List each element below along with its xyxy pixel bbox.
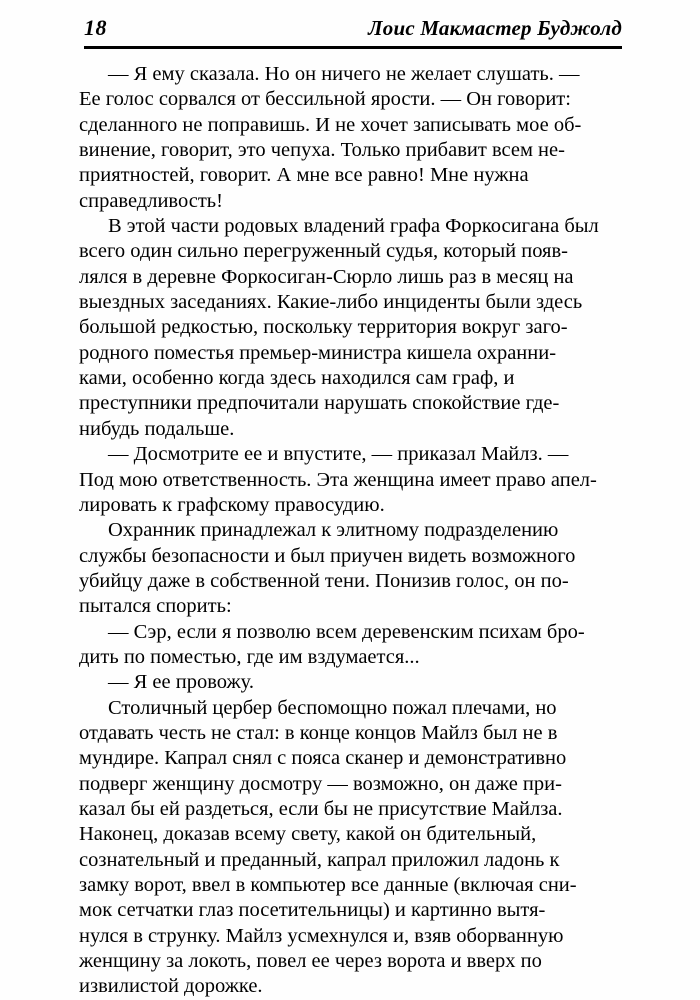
text-line: — Я ему сказала. Но он ничего не желает слушать. — <box>108 63 580 85</box>
text-line: сделанного не поправишь. И не хочет записывать мое об- <box>79 113 582 136</box>
text-line: нибудь подальше. <box>79 417 235 440</box>
body-text-block <box>79 62 626 1000</box>
text-line: родного поместья премьер-министра кишела охранни- <box>79 341 557 364</box>
text-line: извилистой дорожке. <box>79 975 263 998</box>
text-line: мок сетчатки глаз посетительницы) и картинно вытя- <box>79 899 546 922</box>
text-line: убийцу даже в собственной тени. Понизив голос, он по- <box>79 569 569 592</box>
text-line: Столичный цербер беспомощно пожал плечами, но <box>108 696 557 719</box>
text-line: Ее голос сорвался от бессильной ярости. — Он говорит: <box>79 88 571 111</box>
text-line: — Я ее провожу. <box>108 671 254 694</box>
text-line: пытался спорить: <box>79 595 232 618</box>
text-line: приятностей, говорит. А мне все равно! Мне нужна <box>79 164 529 187</box>
text-line: выездных заседаниях. Какие-либо инциденты были здесь <box>79 291 583 314</box>
page-number: 18 <box>84 15 107 40</box>
text-line: — Досмотрите ее и впустите, — приказал Майлз. — <box>108 443 569 466</box>
text-line: мундире. Капрал снял с пояса сканер и демонстративно <box>79 747 567 770</box>
text-line: всего один сильно перегруженный судья, который появ- <box>79 240 568 263</box>
text-line: справедливость! <box>79 189 223 212</box>
text-line: лировать к графскому правосудию. <box>79 493 385 516</box>
text-line: винение, говорит, это чепуха. Только прибавит всем не- <box>79 139 565 162</box>
text-line: дить по поместью, где им вздумается... <box>79 645 420 668</box>
text-line: лялся в деревне Форкосиган-Сюрло лишь раз в месяц на <box>79 265 574 288</box>
text-line: Охранник принадлежал к элитному подразделению <box>108 519 559 542</box>
text-line: женщину за локоть, повел ее через ворота и вверх по <box>79 950 542 973</box>
text-line: отдавать честь не стал: в конце концов Майлз был не в <box>79 721 558 744</box>
text-line: большой редкостью, поскольку территория вокруг заго- <box>79 316 568 339</box>
text-line: ками, особенно когда здесь находился сам граф, и <box>79 367 515 390</box>
text-line: Под мою ответственность. Эта женщина имеет право апел- <box>79 468 597 491</box>
text-line: Наконец, доказав всему свету, какой он бдительный, <box>79 823 537 846</box>
text-line: казал бы ей раздеться, если бы не присутствие Майлза. <box>79 797 563 820</box>
text-line: — Сэр, если я позволю всем деревенским психам бро- <box>108 620 585 643</box>
text-line: замку ворот, ввел в компьютер все данные (включая сни- <box>79 874 577 896</box>
text-line: нулся в струнку. Майлз усмехнулся и, взяв оборванную <box>79 924 564 947</box>
running-head-author-title: Лоис Макмастер Буджолд <box>368 16 622 40</box>
text-line: службы безопасности и был приучен видеть возможного <box>79 544 576 567</box>
running-head <box>84 14 622 48</box>
text-line: В этой части родовых владений графа Форкосигана был <box>108 215 599 238</box>
text-line: подверг женщину досмотру — возможно, он даже при- <box>79 772 562 795</box>
text-line: сознательный и преданный, капрал приложил ладонь к <box>79 848 560 871</box>
header-divider-rule <box>84 46 622 49</box>
text-line: преступники предпочитали нарушать спокойствие где- <box>79 392 560 415</box>
